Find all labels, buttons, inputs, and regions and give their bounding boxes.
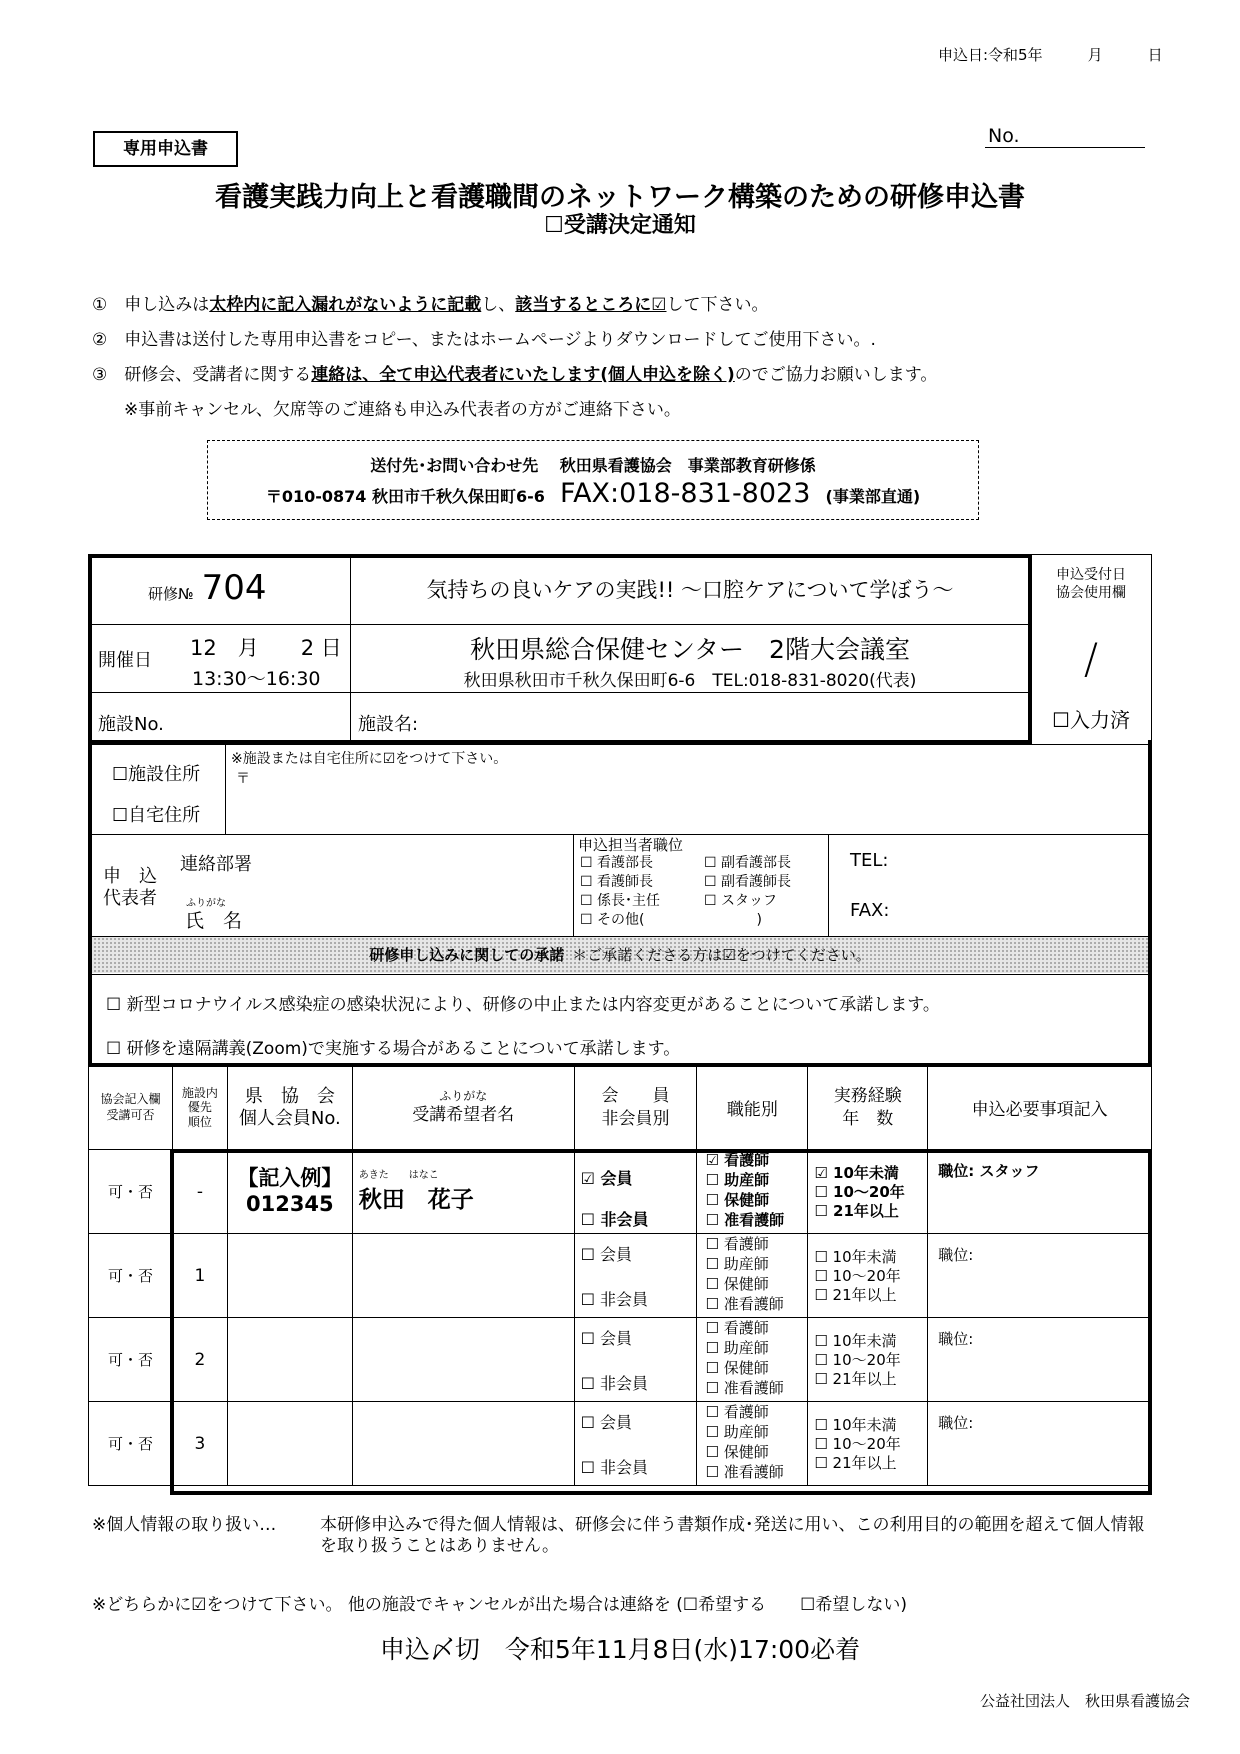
experience-options[interactable]: ☐ 10年未満 ☐ 10〜20年 ☐ 21年以上 xyxy=(808,1402,928,1486)
application-form xyxy=(88,554,1152,1065)
privacy-notice: ※個人情報の取り扱い… 本研修申込みで得た個人情報は、研修会に伴う書類作成･発送に用い、この利用目的の範囲を超えて個人情報を取り扱うことはありません。 xyxy=(92,1515,1145,1556)
event-date: 12 月 2 日 xyxy=(190,636,342,660)
instruction-4: ※事前キャンセル、欠席等のご連絡も申込み代表者の方がご連絡下さい。 xyxy=(124,400,681,420)
address-input[interactable] xyxy=(258,766,1138,830)
table-row xyxy=(89,1402,1152,1486)
header-priority: 施設内 優先 順位 xyxy=(172,1066,227,1150)
name-label: 氏 名 xyxy=(185,910,243,932)
training-title: 気持ちの良いケアの実践!! 〜口腔ケアについて学ぼう〜 xyxy=(426,578,954,602)
priority-cell: - xyxy=(172,1150,227,1234)
position-field[interactable]: 職位: xyxy=(928,1318,1152,1402)
role-deputy-head-nurse[interactable]: ☐ 副看護師長 xyxy=(704,874,792,890)
application-date: 申込日:令和5年 月 日 xyxy=(938,46,1163,64)
consent-covid-checkbox[interactable]: ☐ 新型コロナウイルス感染症の感染状況により、研修の中止または内容変更があることについて承諾します。 xyxy=(106,995,940,1015)
example-experience: ☑ 10年未満 ☐ 10〜20年 ☐ 21年以上 xyxy=(808,1150,928,1234)
table-row-example xyxy=(89,1150,1152,1234)
priority-cell: 1 xyxy=(172,1234,227,1318)
member-checkbox[interactable]: ☐ 会員 xyxy=(580,1329,633,1348)
approval-cell[interactable]: 可・否 xyxy=(89,1318,173,1402)
example-member-no: 【記入例】 012345 xyxy=(227,1150,352,1234)
role-head-nurse[interactable]: ☐ 看護師長 xyxy=(580,874,654,890)
venue-address: 秋田県秋田市千秋久保田町6-6 TEL:018-831-8020(代表) xyxy=(463,671,917,691)
facility-no-label: 施設No. xyxy=(98,714,164,735)
consent-header: 研修申し込みに関しての承諾 ＊ご承諾くださる方は☑をつけてください。 xyxy=(369,946,871,964)
instructions xyxy=(92,288,937,428)
applicant-name-input[interactable] xyxy=(352,1318,574,1402)
contact-address: 〒010-0874 秋田市千秋久保田町6-6 xyxy=(265,487,545,506)
event-time: 13:30〜16:30 xyxy=(192,668,321,690)
non-member-checkbox[interactable]: ☐ 非会員 xyxy=(580,1458,649,1477)
non-member-checkbox[interactable]: ☐ 非会員 xyxy=(580,1374,649,1393)
page-title: 看護実践力向上と看護職間のネットワーク構築のための研修申込書 xyxy=(215,182,1025,213)
home-address-checkbox[interactable]: ☐自宅住所 xyxy=(112,805,201,826)
training-no: 704 xyxy=(201,568,267,608)
deadline: 申込〆切 令和5年11月8日(水)17:00必着 xyxy=(379,1635,861,1664)
input-done-checkbox[interactable]: ☐入力済 xyxy=(1052,708,1130,732)
role-staff[interactable]: ☐ スタッフ xyxy=(704,893,778,909)
tel-label: TEL: xyxy=(850,850,889,871)
role-nursing-director[interactable]: ☐ 看護部長 xyxy=(580,855,654,871)
department-label: 連絡部署 xyxy=(180,854,252,875)
form-tag: 専用申込書 xyxy=(93,131,238,167)
participants-table xyxy=(88,1065,1152,1486)
membership-options[interactable] xyxy=(574,1234,697,1318)
contact-box xyxy=(207,440,979,520)
instruction-3: ③ 研修会、受講者に関する連絡は、全て申込代表者にいたします(個人申込を除く)のでご協力お願いします。 xyxy=(92,365,938,385)
header-approval: 協会記入欄 受講可否 xyxy=(89,1066,173,1150)
applicant-name-input[interactable] xyxy=(352,1234,574,1318)
approval-cell: 可・否 xyxy=(89,1150,173,1234)
table-row xyxy=(89,1234,1152,1318)
postal-mark: 〒 xyxy=(236,771,250,787)
applicant-name-input[interactable] xyxy=(352,1402,574,1486)
header-experience: 実務経験 年 数 xyxy=(808,1066,928,1150)
instruction-1: ① 申し込みは太枠内に記入漏れがないように記載し、該当するところに☑して下さい。 xyxy=(92,295,769,315)
consent-zoom-checkbox[interactable]: ☐ 研修を遠隔講義(Zoom)で実施する場合があることについて承諾します。 xyxy=(106,1039,681,1059)
header-requirements: 申込必要事項記入 xyxy=(928,1066,1152,1150)
number-field[interactable] xyxy=(985,125,1145,148)
priority-cell: 2 xyxy=(172,1318,227,1402)
reception-date-label: 申込受付日 協会使用欄 xyxy=(1056,567,1126,602)
experience-options[interactable]: ☐ 10年未満 ☐ 10〜20年 ☐ 21年以上 xyxy=(808,1318,928,1402)
furigana-label: ふりがな xyxy=(186,898,226,909)
date-label: 開催日 xyxy=(98,650,152,671)
non-member-checkbox[interactable]: ☐ 非会員 xyxy=(580,1290,649,1309)
venue-name: 秋田県総合保健センター 2階大会議室 xyxy=(470,635,910,664)
job-options[interactable]: ☐ 看護師 ☐ 助産師 ☐ 保健師 ☐ 准看護師 xyxy=(697,1318,808,1402)
header-applicant-name: ふりがな 受講希望者名 xyxy=(352,1066,574,1150)
table-row xyxy=(89,1318,1152,1402)
page-subtitle: ☐受講決定通知 xyxy=(544,213,696,238)
approval-cell[interactable]: 可・否 xyxy=(89,1234,173,1318)
member-no-input[interactable] xyxy=(227,1402,352,1486)
facility-name-label: 施設名: xyxy=(358,714,419,735)
job-options[interactable]: ☐ 看護師 ☐ 助産師 ☐ 保健師 ☐ 准看護師 xyxy=(697,1402,808,1486)
membership-options[interactable] xyxy=(574,1318,697,1402)
number-label: No. xyxy=(988,125,1020,147)
organization-name: 公益社団法人 秋田県看護協会 xyxy=(979,1692,1190,1710)
instruction-2: ② 申込書は送付した専用申込書をコピー、またはホームページよりダウンロードしてご使用下さい。. xyxy=(92,330,876,350)
experience-options[interactable]: ☐ 10年未満 ☐ 10〜20年 ☐ 21年以上 xyxy=(808,1234,928,1318)
contact-line: 送付先･お問い合わせ先 秋田県看護協会 事業部教育研修係 xyxy=(370,456,816,475)
example-job: ☑ 看護師 ☐ 助産師 ☐ 保健師 ☐ 准看護師 xyxy=(697,1150,808,1234)
member-checkbox[interactable]: ☐ 会員 xyxy=(580,1245,633,1264)
example-position: 職位: スタッフ xyxy=(928,1150,1152,1234)
member-checkbox[interactable]: ☐ 会員 xyxy=(580,1413,633,1432)
reception-date-field[interactable]: / xyxy=(1083,634,1099,683)
member-no-input[interactable] xyxy=(227,1318,352,1402)
table-header-row xyxy=(89,1066,1152,1150)
facility-name-input[interactable] xyxy=(388,695,1018,742)
membership-options[interactable] xyxy=(574,1402,697,1486)
role-deputy-nursing-director[interactable]: ☐ 副看護部長 xyxy=(704,855,792,871)
role-other[interactable]: ☐ その他( ) xyxy=(580,912,762,928)
example-membership: ☑ 会員 ☐ 非会員 xyxy=(574,1150,697,1234)
header-job-type: 職能別 xyxy=(697,1066,808,1150)
role-chief[interactable]: ☐ 係長･主任 xyxy=(580,893,661,909)
contact-fax-note: (事業部直通) xyxy=(825,487,921,506)
representative-label: 申 込 代表者 xyxy=(103,866,157,909)
address-note: ※施設または自宅住所に☑をつけて下さい。 xyxy=(231,751,508,767)
job-options[interactable]: ☐ 看護師 ☐ 助産師 ☐ 保健師 ☐ 准看護師 xyxy=(697,1234,808,1318)
facility-address-checkbox[interactable]: ☐施設住所 xyxy=(112,764,201,785)
approval-cell[interactable]: 可・否 xyxy=(89,1402,173,1486)
position-field[interactable]: 職位: xyxy=(928,1402,1152,1486)
cancel-notice[interactable]: ※どちらかに☑をつけて下さい。 他の施設でキャンセルが出た場合は連絡を (☐希望する ☐希望しない) xyxy=(92,1595,908,1615)
header-membership: 会 員 非会員別 xyxy=(574,1066,697,1150)
contact-fax: FAX:018-831-8023 xyxy=(560,478,811,509)
position-field[interactable]: 職位: xyxy=(928,1234,1152,1318)
role-title: 申込担当者職位 xyxy=(578,836,684,854)
priority-cell: 3 xyxy=(172,1402,227,1486)
fax-label: FAX: xyxy=(850,900,890,921)
member-no-input[interactable] xyxy=(227,1234,352,1318)
example-name: あきた はなこ 秋田 花子 xyxy=(352,1150,574,1234)
header-member-no: 県 協 会 個人会員No. xyxy=(227,1066,352,1150)
training-no-label: 研修№ xyxy=(148,585,194,603)
